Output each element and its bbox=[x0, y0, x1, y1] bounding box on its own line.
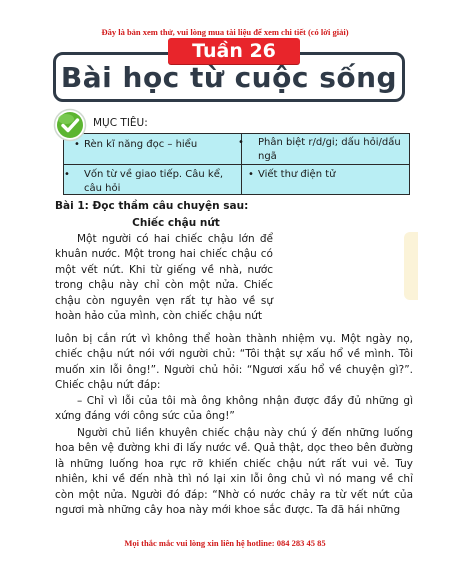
table-divider bbox=[63, 164, 410, 165]
bullet-icon: • bbox=[238, 137, 244, 148]
week-badge: Tuần 26 bbox=[168, 38, 300, 64]
objective-text: Vốn từ về giao tiếp. Câu kể, câu hỏi bbox=[84, 169, 224, 194]
story-paragraph: Một người có hai chiếc chậu lớn để khuân nước. Một trong hai chiếc chậu có một vết nứt. Khi từ giếng về nhà, nước trong chậu này chỉ còn một nửa. Chiếc chậu còn nguyên vẹn rất tự hào về sự hoàn hảo của mình, còn chiếc chậu nứt bbox=[55, 233, 273, 323]
objective-text: Rèn kĩ năng đọc – hiểu bbox=[84, 139, 198, 150]
objective-item bbox=[64, 168, 234, 196]
objective-text: Viết thư điện tử bbox=[258, 169, 336, 180]
hotline-notice: Mọi thắc mắc vui lòng xin liên hệ hotline: 084 283 45 85 bbox=[124, 538, 326, 548]
objectives-label: MỤC TIÊU: bbox=[93, 117, 148, 129]
bullet-icon: • bbox=[64, 169, 70, 180]
page-title: Bài học từ cuộc sống bbox=[60, 61, 398, 94]
objective-item bbox=[74, 138, 234, 152]
objective-text: Phân biệt r/d/gi; dấu hỏi/dấu ngã bbox=[258, 137, 401, 162]
bullet-icon: • bbox=[74, 139, 80, 150]
story-paragraph: Người chủ liền khuyên chiếc chậu này chú ý đến những luống hoa bên vệ đường khi đi lấy nước về. Quả thật, dọc theo bên đường là những luống hoa rực rỡ khiến chiếc chậu nứt rất vui vẻ. Tuy nhiên, khi về đến nhà thì nó lại xin lỗi ông chủ vì nó mang về chỉ còn một nửa. Người đó đáp: “Nhờ có nước chảy ra từ vết nứt của ngươi mà những cây hoa này mới khoe sắc được. Ta đã hái những bbox=[55, 427, 413, 517]
preview-notice: Đây là bản xem thử, vui lòng mua tài liệu để xem chi tiết (có lời giải) bbox=[101, 27, 349, 37]
objective-item bbox=[238, 136, 406, 164]
exercise-heading: Bài 1: Đọc thầm câu chuyện sau: bbox=[55, 200, 249, 212]
objective-item bbox=[248, 168, 406, 182]
page-edge-tab bbox=[404, 232, 418, 300]
bullet-icon: • bbox=[248, 169, 254, 180]
check-icon bbox=[53, 108, 87, 142]
story-paragraph: – Chỉ vì lỗi của tôi mà ông không nhận được đầy đủ những gì xứng đáng với công sức của ông!” bbox=[55, 395, 413, 423]
story-title: Chiếc chậu nứt bbox=[132, 217, 220, 229]
story-paragraph: luôn bị cắn rứt vì không thể hoàn thành nhiệm vụ. Một ngày nọ, chiếc chậu nứt nói với người chủ: “Tôi thật sự xấu hổ về mình. Tôi muốn xin lỗi ông!”. Người chủ hỏi: “Ngươi xấu hổ về chuyện gì?”. Chiếc chậu nứt đáp: bbox=[55, 333, 413, 392]
